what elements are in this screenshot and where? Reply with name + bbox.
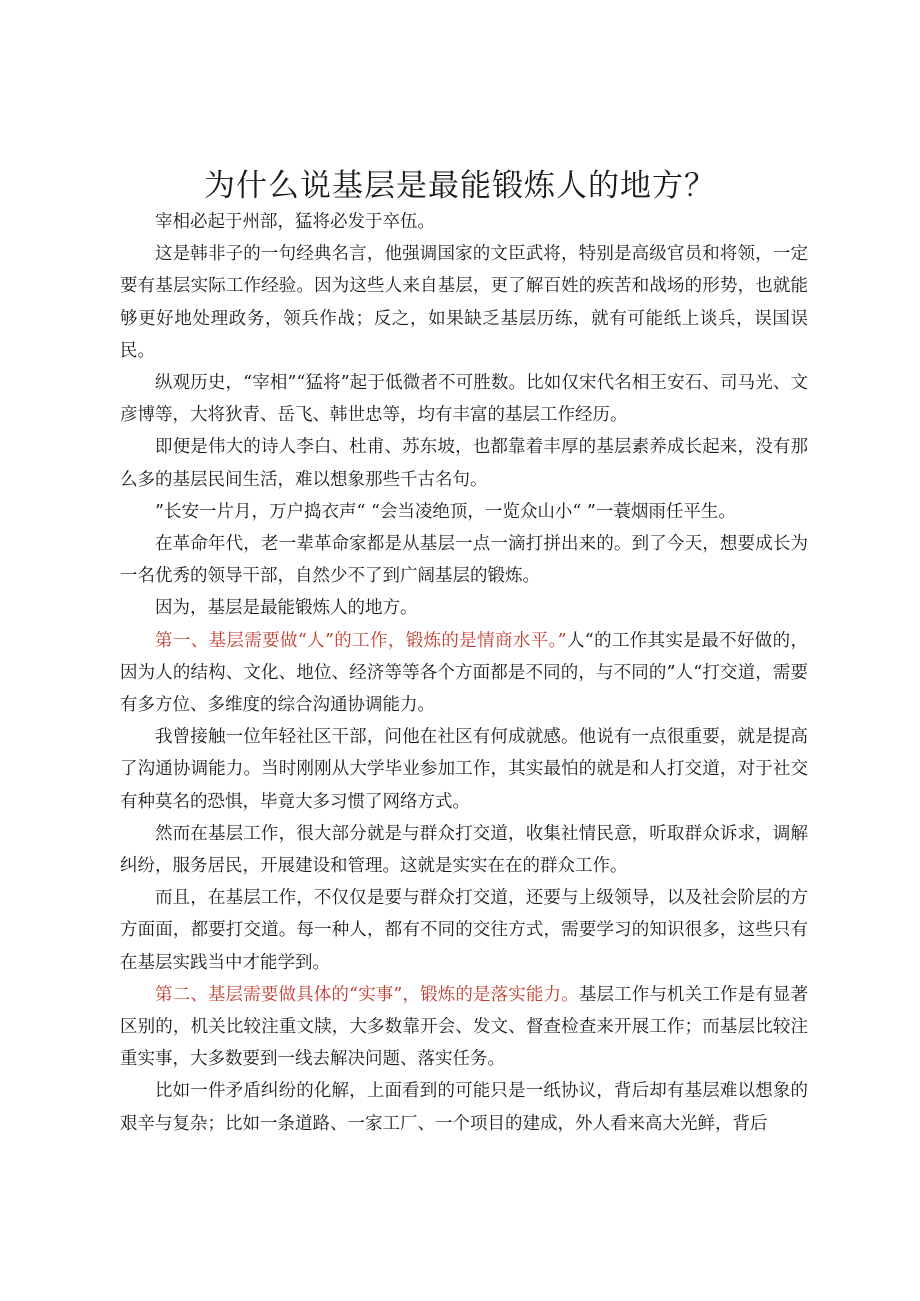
article-body xyxy=(120,206,808,1140)
paragraph-1: 宰相必起于州部，猛将必发于卒伍。 xyxy=(155,212,435,232)
paragraph-9: 我曾接触一位年轻社区干部，问他在社区有何成就感。他说有一点很重要，就是提高了沟通协调能力。当时刚刚从大学毕业参加工作，其实最怕的就是和人打交道，对于社交有种莫名的恐惧，毕竟大多习惯了网络方式。 xyxy=(120,727,808,812)
section-heading-second: 第二、基层需要做具体的“实事”，锻炼的是落实能力。 xyxy=(155,984,579,1005)
paragraph-2: 这是韩非子的一句经典名言，他强调国家的文臣武将，特别是高级官员和将领，一定要有基层实际工作经验。因为这些人来自基层，更了解百姓的疾苦和战场的形势，也就能够更好地处理政务，领兵作战；反之，如果缺乏基层历练，就有可能纸上谈兵，误国误民。 xyxy=(120,244,808,361)
paragraph-3: 纵观历史，“宰相”“猛将”起于低微者不可胜数。比如仅宋代名相王安石、司马光、文彦博等，大将狄青、岳飞、韩世忠等，均有丰富的基层工作经历。 xyxy=(120,373,808,426)
paragraph-10: 然而在基层工作，很大部分就是与群众打交道，收集社情民意，听取群众诉求，调解纠纷，服务居民，开展建设和管理。这就是实实在在的群众工作。 xyxy=(120,823,808,877)
paragraph-5-poem-quotes: ”长安一片月，万户捣衣声“ “会当凌绝顶，一览众山小“ ”一蓑烟雨任平生。 xyxy=(155,501,736,522)
paragraph-11: 而且，在基层工作，不仅仅是要与群众打交道，还要与上级领导，以及社会阶层的方方面面，都要打交道。每一种人，都有不同的交往方式，需要学习的知识很多，这些只有在基层实践当中才能学到。 xyxy=(120,888,808,973)
paragraph-8 xyxy=(120,625,808,722)
paragraph-7: 因为，基层是最能锻炼人的地方。 xyxy=(155,598,418,619)
paragraph-12 xyxy=(120,979,808,1076)
section-heading-first: 第一、基层需要做“人”的工作，锻炼的是情商水平。” xyxy=(155,630,567,651)
paragraph-12-text: 基层工作与机关工作是有显著区别的，机关比较注重文牍，大多数靠开会、发文、督查检查来开展工作；而基层比较注重实事，大多数要到一线去解决问题、落实任务。 xyxy=(120,984,808,1070)
paragraph-8-text: 人“的工作其实是最不好做的，因为人的结构、文化、地位、经济等等各个方面都是不同的，与不同的”人“打交道，需要有多方位、多维度的综合沟通协调能力。 xyxy=(120,630,808,716)
paragraph-6: 在革命年代，老一辈革命家都是从基层一点一滴打拼出来的。到了今天，想要成长为一名优秀的领导干部，自然少不了到广阔基层的锻炼。 xyxy=(120,534,808,587)
paragraph-13: 比如一件矛盾纠纷的化解，上面看到的可能只是一纸协议，背后却有基层难以想象的艰辛与复杂；比如一条道路、一家工厂、一个项目的建成，外人看来高大光鲜，背后 xyxy=(120,1081,808,1134)
paragraph-4: 即便是伟大的诗人李白、杜甫、苏东坡，也都靠着丰厚的基层素养成长起来，没有那么多的基层民间生活，难以想象那些千古名句。 xyxy=(120,437,808,490)
article-title: 为什么说基层是最能锻炼人的地方？ xyxy=(204,168,716,204)
